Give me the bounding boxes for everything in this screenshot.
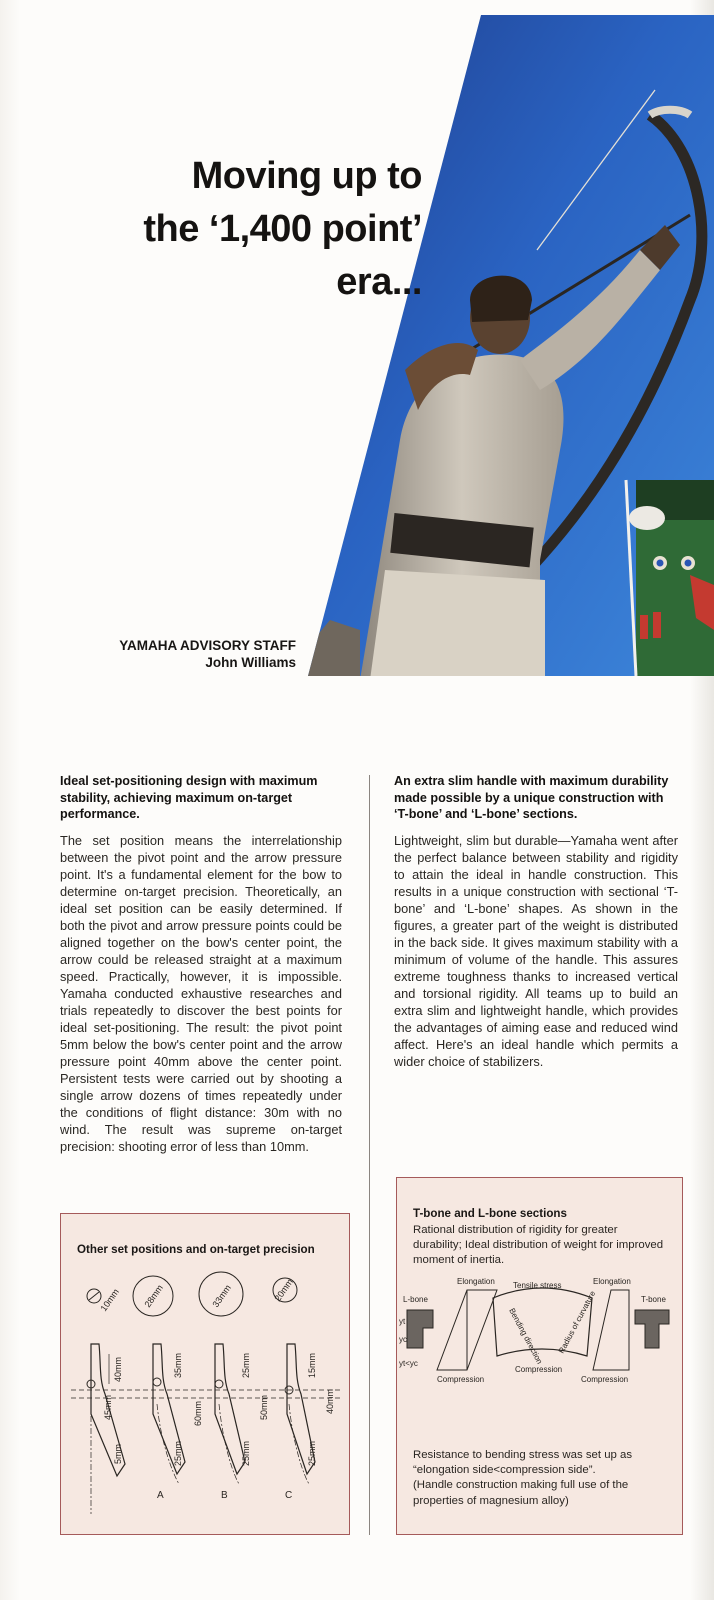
handle-diagram bbox=[87, 1344, 125, 1514]
caption-name: John Williams bbox=[205, 655, 296, 670]
note-line-3: (Handle construction making full use of the bbox=[413, 1479, 629, 1492]
handle-diagram bbox=[215, 1344, 269, 1501]
bone-sections-figure bbox=[396, 1177, 683, 1535]
diagram-a-label: A bbox=[157, 1490, 164, 1501]
left-body: The set position means the interrelationship between the pivot point and the arrow pressure point. It's a fundamental element for the bow to determine on-target precision. Theoretically, an ideal set position can be easily determined. If both the pivot and arrow pressure points could be aligned together on the bow's center point, the arrow could be released straight at a maximum speed. Practically, however, it is impossible. Yamaha conducted exhaustive researches and trials repeatedly to discover the best points for ideal set-positioning. The result: the pivot point 5mm below the bow's center point and the arrow pressure point 40mm above the center point. Persistent tests were carried out by shooting a single arrow dozens of times repeatedly under the conditions of flight distance: 30m with no wind. The result was supreme on-target precision: shooting error of less than 10mm. bbox=[60, 832, 342, 1154]
headline-line-1: Moving up to bbox=[191, 155, 422, 197]
left-stress-diagram bbox=[437, 1277, 497, 1384]
note-line-2: “elongation side<compression side”. bbox=[413, 1464, 596, 1477]
yt-label: yt bbox=[399, 1317, 406, 1326]
right-body: Lightweight, slim but durable—Yamaha went after the perfect balance between stability and rigidity to attain the ideal in handle construction. This results in a unique construction with sectional ‘T-bone’ and ‘L-bone’ shapes. As shown in the figures, a greater part of the weight is distributed in the back side. It gives maximum stability with a minimum of volume of the handle. This assures extreme toughness thanks to increased vertical and torsional rigidity. All teams up to build an extra slim and lightweight handle, which provides the advantages of aiming ease and reduced wind affect. Here's an ideal handle which permits a wider choice of stabilizers. bbox=[394, 832, 678, 1069]
right-column bbox=[394, 773, 678, 1070]
bending-label: Bending direction bbox=[507, 1306, 545, 1366]
right-heading: An extra slim handle with maximum durability made possible by a unique construction with ‘T-bone’ and ‘L-bone’ sections. bbox=[394, 774, 669, 821]
t-bone-label: T-bone bbox=[641, 1295, 666, 1304]
circle-label-2: 28mm bbox=[142, 1282, 165, 1310]
t-bone-section bbox=[635, 1295, 669, 1348]
column-divider bbox=[369, 775, 370, 1535]
l-bone-section bbox=[399, 1295, 433, 1368]
precision-circle bbox=[133, 1276, 173, 1316]
set-position-figure bbox=[60, 1213, 350, 1535]
yc-label: yc bbox=[399, 1335, 407, 1344]
bending-beam bbox=[493, 1281, 598, 1374]
bone-figure-description: Rational distribution of rigidity for greater durability; Ideal distribution of weight for improved moment of inertia. bbox=[413, 1224, 664, 1266]
l-bone-label: L-bone bbox=[403, 1295, 428, 1304]
left-column bbox=[60, 773, 342, 1155]
compression-left: Compression bbox=[437, 1375, 485, 1384]
tensile-label: Tensile stress bbox=[513, 1281, 562, 1290]
note-line-4: properties of magnesium alloy) bbox=[413, 1494, 569, 1507]
circle-label-1: 10mm bbox=[98, 1286, 121, 1314]
diagram-b-bottom: 25mm bbox=[241, 1440, 251, 1466]
diagram-b-middle: 50mm bbox=[259, 1394, 269, 1420]
archer-photo bbox=[0, 0, 714, 680]
note-line-1: Resistance to bending stress was set up as bbox=[413, 1449, 633, 1461]
diagram-1-bottom: 5mm bbox=[113, 1444, 123, 1464]
photo-caption bbox=[119, 637, 296, 671]
left-heading: Ideal set-positioning design with maximum stability, achieving maximum on-target performance. bbox=[60, 774, 318, 821]
diagram-c-top: 15mm bbox=[307, 1352, 317, 1378]
elongation-right: Elongation bbox=[593, 1277, 631, 1286]
diagram-b-label: B bbox=[221, 1490, 228, 1501]
bone-figure-note bbox=[413, 1448, 675, 1509]
circle-label-4: 20mm bbox=[272, 1276, 295, 1304]
headline bbox=[42, 150, 422, 309]
diagram-b-top: 25mm bbox=[241, 1352, 251, 1378]
circle-label-3: 33mm bbox=[210, 1282, 233, 1310]
handle-diagram bbox=[285, 1344, 335, 1501]
compression-mid: Compression bbox=[515, 1365, 563, 1374]
radius-label: Radius of curvature bbox=[556, 1289, 598, 1355]
precision-circle bbox=[272, 1277, 297, 1303]
set-position-figure-title: Other set positions and on-target precision bbox=[77, 1243, 315, 1256]
bone-figure-title: T-bone and L-bone sections bbox=[413, 1207, 567, 1220]
relation-label: yt<yc bbox=[399, 1359, 418, 1368]
precision-circle bbox=[87, 1287, 121, 1313]
precision-circle bbox=[199, 1272, 243, 1316]
diagram-a-top: 35mm bbox=[173, 1352, 183, 1378]
elongation-left: Elongation bbox=[457, 1277, 495, 1286]
diagram-1-top: 40mm bbox=[113, 1356, 123, 1382]
diagram-c-bottom: 25mm bbox=[307, 1440, 317, 1466]
diagram-c-middle: 40mm bbox=[325, 1388, 335, 1414]
handle-diagram bbox=[153, 1344, 203, 1501]
diagram-a-bottom: 25mm bbox=[173, 1440, 183, 1466]
compression-right: Compression bbox=[581, 1375, 629, 1384]
diagram-1-middle: 45mm bbox=[103, 1394, 113, 1420]
diagram-a-middle: 60mm bbox=[193, 1400, 203, 1426]
caption-role: YAMAHA ADVISORY STAFF bbox=[119, 638, 296, 653]
diagram-c-label: C bbox=[285, 1490, 293, 1501]
headline-line-2: the ‘1,400 point’ bbox=[143, 208, 422, 250]
headline-line-3: era... bbox=[336, 261, 422, 303]
